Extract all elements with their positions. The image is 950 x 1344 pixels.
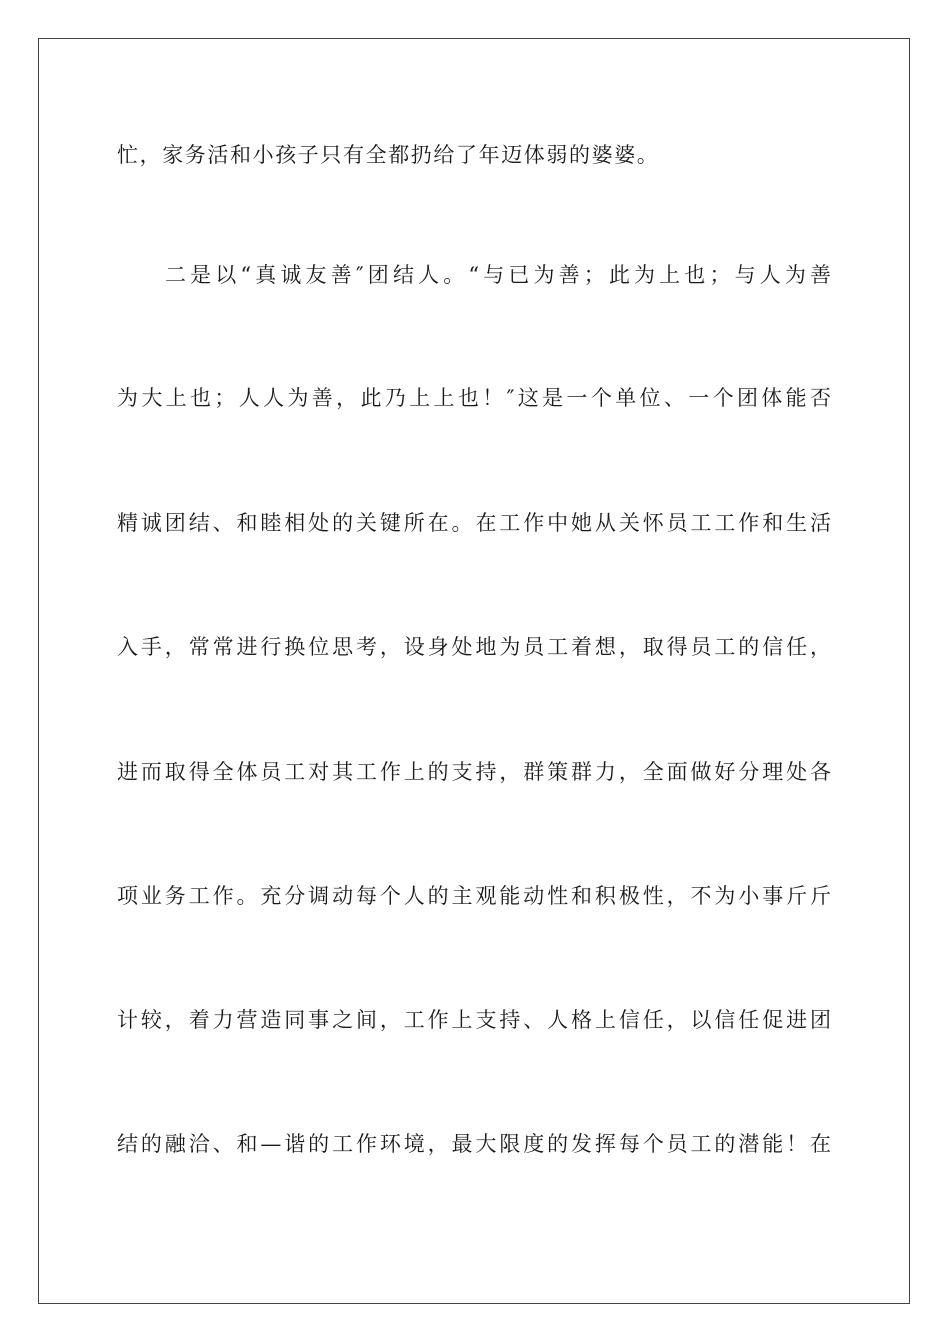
paragraph-line-8: 计较，着力营造同事之间，工作上支持、人格上信任，以信任促进团 (117, 1008, 831, 1032)
paragraph-line-1: 忙，家务活和小孩子只有全都扔给了年迈体弱的婆婆。 (117, 143, 660, 167)
paragraph-line-5: 入手，常常进行换位思考，设身处地为员工着想，取得员工的信任， (117, 635, 831, 659)
paragraph-line-6: 进而取得全体员工对其工作上的支持，群策群力，全面做好分理处各 (117, 760, 831, 784)
paragraph-line-4: 精诚团结、和睦相处的关键所在。在工作中她从关怀员工工作和生活 (117, 511, 831, 535)
paragraph-line-7: 项业务工作。充分调动每个人的主观能动性和积极性，不为小事斤斤 (117, 884, 831, 908)
paragraph-line-2: 二是以“真诚友善″团结人。“与已为善；此为上也；与人为善 (165, 263, 831, 287)
paragraph-line-3: 为大上也；人人为善，此乃上上也！″这是一个单位、一个团体能否 (117, 386, 831, 410)
paragraph-line-9: 结的融洽、和—谐的工作环境，最大限度的发挥每个员工的潜能！在 (117, 1132, 831, 1156)
page-border (38, 38, 910, 1304)
